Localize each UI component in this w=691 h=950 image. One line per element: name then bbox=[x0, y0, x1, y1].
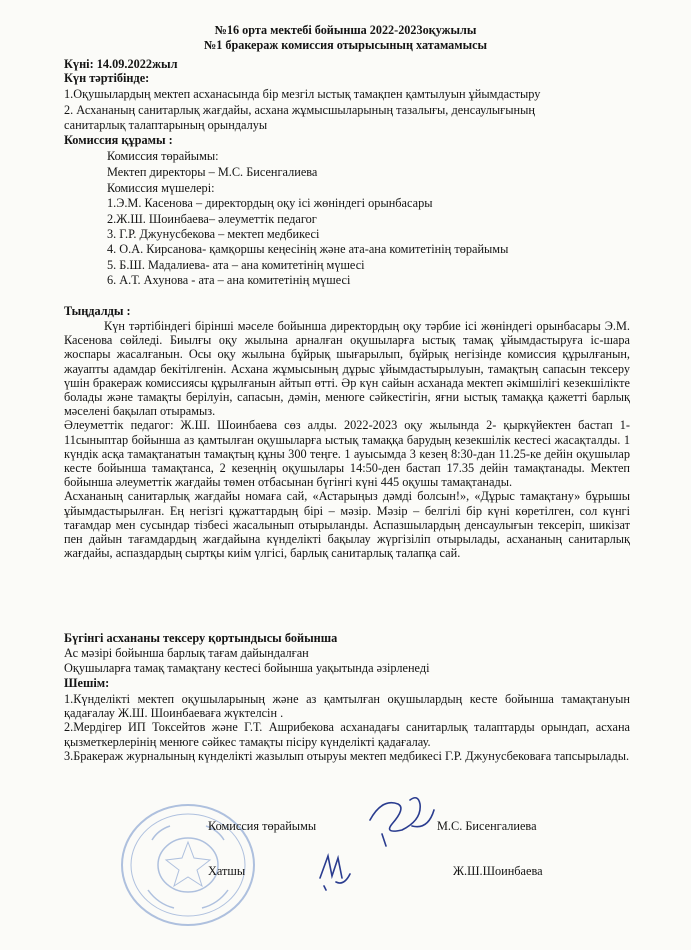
commission-line: Комиссия мүшелері: bbox=[107, 181, 215, 195]
decision-item: 2.Мердігер ИП Токсейтов және Г.Т. Ашрибекова асханадағы санитарлық талаптарды орындап, асхана қызметкерлерінің менюге сәйкес тамақты пісіру күнделікті қадағалау. bbox=[64, 720, 630, 749]
document-date: Күні: 14.09.2022жыл bbox=[64, 57, 178, 71]
listened-paragraph-2: Әлеуметтік педагог: Ж.Ш. Шоинбаева сөз алды. 2022-2023 оқу жылында 2- қыркүйектен бастап 1-11сыныптар бойынша аз қамтылған оқушыларға ыстық тамаққа барудың кезекшілік кестесі жасақталды. 1 күндік асқа тамақтанатын тамақтың құны 300 теңге. 1 ауысымда 3 кезең 8:30-дан 11.25-ке дейін оқушылар кесте бойынша тамақтанса, 2 кезеңнің оқушылары 14:50-ден бастап 17.35 дейін тамақтанады. Мектеп бойынша әлеуметтік жағдайы төмен отбасынан бүгінгі күні 445 оқушы тамақтанады. bbox=[64, 418, 630, 490]
commission-member: 3. Г.Р. Джунусбекова – мектеп медбикесі bbox=[107, 227, 320, 241]
commission-line: Комиссия төрайымы: bbox=[107, 149, 219, 163]
listened-paragraph-3: Асхананың санитарлық жағдайы номаға сай, «Астарыңыз дәмді болсын!», «Дұрыс тамақтану» бұрышы ұйымдастырылған. Ең негізгі құжаттардың бірі – мәзір. Мәзір – белгілі бір күні көретілген, сол күнгі тағамдар мен сусындар тізбесі жасалынып отырыланды. Аспазшылардың денсаулығын тексеріп, шикізат пен дайын тағамдардың жағдайына күнделікті бақылау жүргізіліп отырылады, асхананың санитарлық жағдайы, аспаздардың сыртқы киім үлгісі, барлық санитарлық талапқа сай. bbox=[64, 489, 630, 561]
listened-paragraph-1: Күн тәртібіндегі бірінші мәселе бойынша директордың оқу тәрбие ісі жөніндегі орынбасары Э.М. Касенова сөйледі. Биылғы оқу жылына арналған оқушыларға ыстық тамақ ұйымдастыруға іс-шара жоспары жасалғанын. Осы оқу жылына бұйрық шығарылып, бұйрық негізінде комиссия құрылғанын, жауапты адамдар бекітілгенін. Асхана жұмысының дұрыс ұйымдастырылуын, тамақтың сапасын тексеру үшін бракераж комиссиясы құрылғанын айтып өтті. Әр күн сайын асханада мектеп әкімшілігі кезекшілікте болады және тамақты берілуін, сапасын, дәмін, менюге сәйкестігін, яғни ыстық тамаққа қажетті барлық мәселені бақылап отырамыз. bbox=[64, 319, 630, 419]
agenda-heading: Күн тәртібінде: bbox=[64, 71, 150, 85]
decision-item: 3.Бракераж журналының күнделікті жазылып отыруы мектеп медбикесі Г.Р. Джунусбековаға тапсырылады. bbox=[64, 748, 630, 763]
commission-member: 4. О.А. Кирсанова- қамқоршы кеңесінің және ата-ана комитетінің төрайымы bbox=[107, 242, 509, 256]
agenda-item: санитарлық талаптарының орындалуы bbox=[64, 118, 268, 132]
decision-heading: Шешім: bbox=[64, 676, 110, 690]
chair-label: Комиссия төрайымы bbox=[208, 819, 317, 833]
listened-body bbox=[64, 319, 630, 560]
document-title-line-2: №1 бракераж комиссия отырысының хатамамысы bbox=[203, 38, 488, 52]
commission-member: 1.Э.М. Касенова – директордың оқу ісі жөніндегі орынбасары bbox=[107, 196, 433, 210]
secretary-signature bbox=[314, 848, 360, 892]
commission-member: 5. Б.Ш. Мадалиева- ата – ана комитетінің мүшесі bbox=[107, 258, 365, 272]
commission-member: 2.Ж.Ш. Шоинбаева– әлеуметтік педагог bbox=[107, 212, 317, 226]
commission-member: 6. А.Т. Ахунова - ата – ана комитетінің мүшесі bbox=[107, 273, 351, 287]
chair-signature bbox=[362, 790, 442, 850]
commission-heading: Комиссия құрамы : bbox=[64, 133, 173, 147]
decision-list bbox=[64, 692, 630, 763]
secretary-name: Ж.Ш.Шоинбаева bbox=[453, 864, 543, 878]
commission-line: Мектеп директоры – М.С. Бисенгалиева bbox=[107, 165, 318, 179]
check-line: Ас мәзірі бойынша барлық тағам дайындалған bbox=[64, 646, 309, 660]
chair-name: М.С. Бисенгалиева bbox=[437, 819, 537, 833]
listened-heading: Тыңдалды : bbox=[64, 304, 131, 318]
check-heading: Бүгінгі асхананы тексеру қортындысы бойынша bbox=[64, 631, 338, 645]
agenda-item: 2. Асхананың санитарлық жағдайы, асхана жұмысшыларының тазалығы, денсаулығының bbox=[64, 103, 535, 117]
secretary-label: Хатшы bbox=[208, 864, 246, 878]
check-line: Оқушыларға тамақ тамақтану кестесі бойынша уақытында әзірленеді bbox=[64, 661, 430, 675]
agenda-item: 1.Оқушылардың мектеп асханасында бір мезгіл ыстық тамақпен қамтылуын ұйымдастыру bbox=[64, 87, 541, 101]
decision-item: 1.Күнделікті мектеп оқушыларының және аз қамтылған оқушылардың кесте бойынша тамақтануын қадағалау Ж.Ш. Шоинбаеваға жүктелсін . bbox=[64, 692, 630, 721]
document-title-line-1: №16 орта мектебі бойынша 2022-2023оқужылы bbox=[214, 23, 477, 37]
